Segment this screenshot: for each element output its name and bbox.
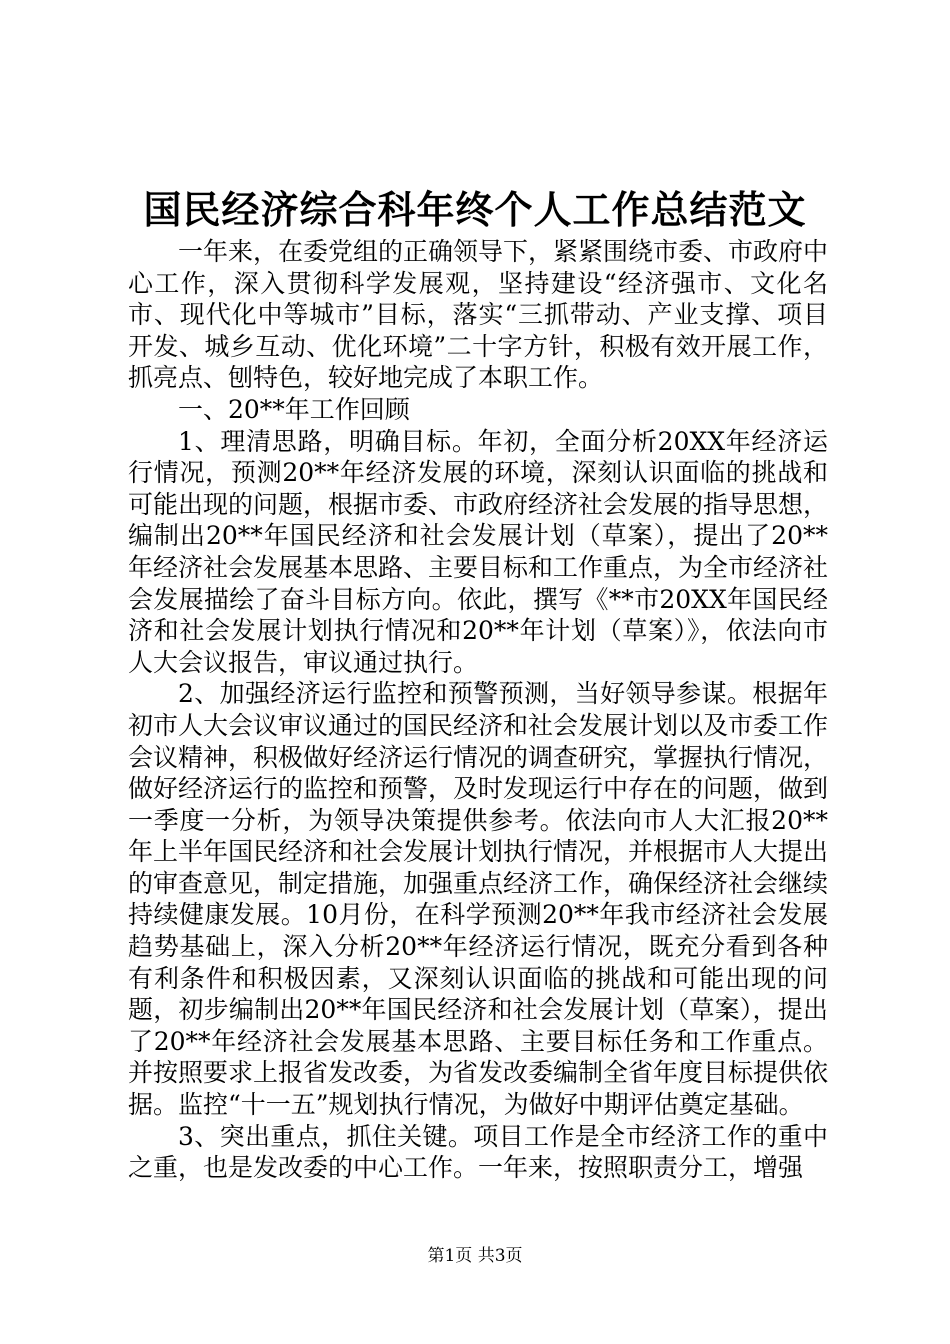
document-body xyxy=(128,236,828,1184)
intro-paragraph: 一年来，在委党组的正确领导下，紧紧围绕市委、市政府中心工作，深入贯彻科学发展观，坚持建设“经济强市、文化名市、现代化中等城市”目标，落实“三抓带动、产业支撑、项目开发、城乡互动、优化环境”二十字方针，积极有效开展工作，抓亮点、刨特色，较好地完成了本职工作。 xyxy=(128,237,829,393)
body-paragraph-2: 2、加强经济运行监控和预警预测，当好领导参谋。根据年初市人大会议审议通过的国民经济和社会发展计划以及市委工作会议精神，积极做好经济运行情况的调查研究，掌握执行情况，做好经济运行的监控和预警，及时发现运行中存在的问题，做到一季度一分析，为领导决策提供参考。依法向市人大汇报20**年上半年国民经济和社会发展计划执行情况，并根据市人大提出的审查意见，制定措施，加强重点经济工作，确保经济社会继续持续健康发展。10月份，在科学预测20**年我市经济社会发展趋势基础上，深入分析20**年经济运行情况，既充分看到各种有利条件和积极因素，又深刻认识面临的挑战和可能出现的问题，初步编制出20**年国民经济和社会发展计划（草案），提出了20**年经济社会发展基本思路、主要目标任务和工作重点。并按照要求上报省发改委，为省发改委编制全省年度目标提供依据。监控“十一五”规划执行情况，为做好中期评估奠定基础。 xyxy=(128,679,829,1120)
body-paragraph-1: 1、理清思路，明确目标。年初，全面分析20XX年经济运行情况，预测20**年经济发展的环境，深刻认识面临的挑战和可能出现的问题，根据市委、市政府经济社会发展的指导思想，编制出20**年国民经济和社会发展计划（草案），提出了20**年经济社会发展基本思路、主要目标和工作重点，为全市经济社会发展描绘了奋斗目标方向。依此，撰写《**市20XX年国民经济和社会发展计划执行情况和20**年计划（草案）》，依法向市人大会议报告，审议通过执行。 xyxy=(128,426,829,677)
page-footer: 第1页 共3页 xyxy=(427,1246,523,1266)
section-heading: 一、20**年工作回顾 xyxy=(178,394,410,424)
body-paragraph-3: 3、突出重点，抓住关键。项目工作是全市经济工作的重中之重，也是发改委的中心工作。一年来，按照职责分工，增强 xyxy=(128,1121,828,1183)
document-title: 国民经济综合科年终个人工作总结范文 xyxy=(143,187,807,232)
